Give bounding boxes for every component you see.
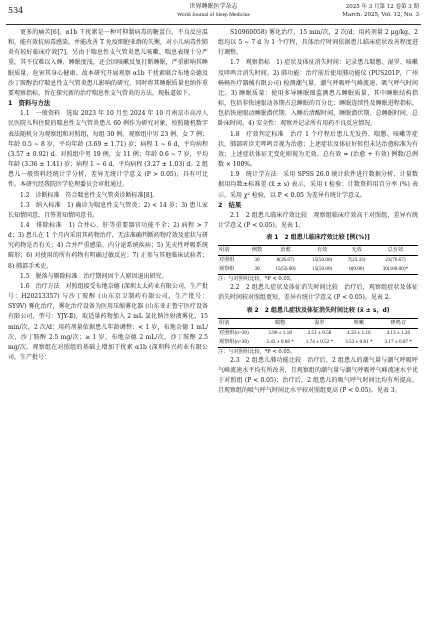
table-row: [218, 256, 418, 266]
paragraph: 1.7 观察指标 1) 症状及体征消失时间：记录患儿喘憋、湿罗、咳嗽及哮鸣音消失时间。2) 肺功能：治疗前后使用肺功能仪 (PUS201P，广州畅畅医疗器械有限公司) 检测潮气量、潮气呼吸呼气峰流速、吸气呼气时间比。3) 睡眠质量：使用多导睡眠图监测患儿睡眠质量，其中睡眠结构指标，包括非快速眼动各期占总睡眠的百分比；睡眠连续性及睡眠进程指标，包括快速眼动睡眠潜伏期、入睡后清醒时间、睡眠潜伏期、总睡眠时间、总卧床时间。4) 安全性：观察并记录所有用药不良反应情况。: [218, 59, 418, 128]
table-cell: 2.51 ± 0.58: [307, 329, 332, 336]
table-1-title: 表 1 2 组患儿临床疗效比较 [例(%)]: [266, 234, 370, 242]
right-column-top: [218, 28, 418, 231]
paragraph: 1.1 一般资料 选取 2023 年 10 月至 2024 年 10 月南京市高淳人民医院儿科住院的喘息性支气管炎患儿 60 例作为研究对象，按照随机数字表法随机分为观察组和对照组，每组 30 例。观察组中男 23 例，女 7 例；年龄 0.5 ~ 8 岁，平均年龄 (3.69 ± 1.71) 岁；病程 1 ~ 6 d，平均病程 (3.57 ± 0.92) d。对照组中男 19 例，女 11 例；年龄 0.6 ~ 7 岁，平均年龄 (3.36 ± 1.41) 岁；病程 1 ~ 6 d，平均病程 (3.27 ± 1.03) d。2 组患儿一般资料经统计学分析，差异无统计学意义 (P > 0.05)，具有可比性。本研究经我院医学伦理委员会审批通过。: [8, 110, 208, 189]
table-cell: 23(76.67): [385, 257, 406, 264]
table-2-body: [218, 328, 418, 347]
table-cell: 1.74 ± 0.52 *: [305, 338, 334, 345]
table-cell: 0(0.00): [349, 266, 365, 273]
table-2: [218, 306, 418, 356]
paragraph: 1.9 统计学方法 采用 SPSS 26.0 统计软件进行数据分析，计量数据用均数±标准差 (x̄ ± s) 表示，采用 t 检验；计数资料用百分率 (%) 表示，采用 χ² 检验，以 P < 0.05 为差异有统计学意义。: [218, 171, 418, 199]
table-1-note: 注：与对照组比较，*P < 0.05。: [218, 276, 296, 283]
table-cell: 30: [254, 266, 260, 273]
table-1-header-row: [218, 246, 418, 256]
table-cell: 4.13 ± 1.26: [386, 329, 411, 336]
right-column: [218, 28, 418, 396]
table-cell: 15(50.00): [275, 266, 296, 273]
table-cell: 15(50.00): [311, 266, 333, 273]
table-cell: 对照组(n=30): [219, 329, 249, 336]
table-cell: 观察组(n=30): [219, 338, 249, 345]
table-cell: 15(50.00): [311, 257, 333, 264]
table-cell: 30(100.00)*: [382, 266, 409, 273]
journal-title-en: World Journal of Sleep Medicine: [177, 12, 250, 18]
page-number: 534: [8, 6, 24, 15]
paragraph: 1.5 脱落与剔除标准 治疗期间因个人原因退出研究。: [20, 272, 168, 280]
journal-title-cn: 世界睡眠医学杂志: [189, 3, 238, 10]
table-cell: 对照组: [219, 257, 235, 264]
table-2-title: 表 2 2 组患儿症状及体征消失时间比较 (x̄ ± s，d): [246, 306, 390, 314]
paragraph: 更多的痛苦[6]。α1b 干扰素是一种可抑制病毒的糖蛋白，不良反应温和，能有效抗病毒感染，并能改善 T 免疫细胞亚群的失衡，对小儿病毒性肺炎有较好临床疗效[7]。另由于喘息性支气管炎患儿咳嗽、喘息表现十分严重，其不仅难以入睡、睡眠度浅，还会因咳嗽反复打断睡眠，严重影响其睡眠质量，危害其身心健康。故本研究开展观察 α1b 干扰素联合布地奈德及沙丁胺醇治疗喘息性支气管炎患儿影响的研究，同时将其睡眠质量也纳作重要观察指标，旨在探究新的治疗喘息性支气管炎的方法。现报道如下。: [8, 29, 208, 97]
table-row: [218, 328, 418, 338]
paragraph: 1.2 诊断标准 符合喘息性支气管炎诊断标准[8]。: [20, 191, 159, 199]
table-cell: 30: [254, 257, 260, 264]
page-header: [6, 2, 421, 25]
section-heading: 2 结果: [218, 201, 242, 209]
table-cell: 2.43 ± 0.68 *: [266, 338, 294, 345]
table-cell: 3.53 ± 0.81 *: [345, 338, 373, 345]
table-cell: 3.17 ± 0.87 *: [384, 338, 413, 345]
paragraph: 1.6 治疗方法 对照组接受布地奈德 (深圳太太药业有限公司，生产批号：H20213357) 与沙丁胺醇 (山东京卫制药有限公司，生产批号：SY9V) 雾化治疗，雾化治疗设备为医用压缩雾化器 (山东亚正鲁宁医疗设备有限公司，型号：YJY-Ⅱ)，取适量药物加入 2 mL 氯化钠注射液雾化，15 min/次，2 次/d；用药剂量依据患儿年龄调整：< 1 岁，布地奈德 1 mL/次，沙丁胺醇 2.5 mg/次；≥ 1 岁，布地奈德 2 mL/次，沙丁胺醇 2.5 mg/次。观察组在对照组的基础上增加干扰素 α1b (深圳科兴药业有限公司，生产批号：: [8, 282, 208, 361]
paragraph: 1.8 疗效判定标准 治疗 1 个疗程后患儿无发热、喘憋、咳嗽等症状，肺部听诊无哮鸣音视为治愈；上述症状及体征好转但未达治愈标准为有效；上述症状体征无变化则视为无效。总有效 = (治愈 + 有效) 例数/总例数 × 100%。: [218, 130, 418, 169]
paragraph: 2.1 2 组患儿临床疗效比较 观察组临床疗效高于对照组，差异有统计学意义 (P < 0.05)。见表 1。: [218, 211, 418, 229]
column-header: 有效: [316, 247, 328, 254]
table-cell: 7(23.33): [347, 257, 366, 264]
column-header: 总有效: [387, 247, 404, 254]
table-cell: 观察组: [219, 266, 235, 273]
column-header: 无效: [351, 247, 362, 254]
table-cell: 3.90 ± 1.18: [268, 329, 292, 336]
paragraph: 2.2 2 组患儿症状及体征消失时间比较 治疗后，观察组症状及体征消失时间较对照组更短，差异有统计学意义 (P < 0.05)。见表 2。: [218, 284, 418, 302]
left-column: [8, 28, 208, 363]
issue-info: [342, 3, 419, 19]
table-1-grid: [218, 245, 418, 275]
table-row: [218, 338, 418, 348]
column-header: 哮鸣音: [390, 319, 407, 326]
column-header: 喘憋: [274, 319, 286, 326]
paragraph: S10960058) 雾化治疗，15 min/次，2 次/d；用药剂量 2 μg/kg。2 组均以 5 ~ 7 d 为 1 个疗程，具体治疗时间依据患儿临床症状改善程度进行调整。: [218, 29, 418, 57]
table-2-note: 注：与对照组比较，*P < 0.05。: [218, 348, 296, 355]
column-header: 组别: [219, 247, 230, 254]
column-header: 例数: [251, 247, 263, 254]
table-1: [218, 233, 418, 283]
table-cell: 8(26.67): [276, 257, 295, 264]
paragraph: 1.3 纳入标准 1) 确诊为喘息性支气管炎；2) < 14 岁；3) 患儿家长知情同意，且签署知情同意书。: [8, 201, 208, 219]
column-header: 治愈: [280, 247, 291, 254]
column-header: 咳嗽: [353, 319, 365, 326]
section-heading: 1 资料与方法: [8, 100, 51, 108]
table-row: [218, 265, 418, 275]
column-header: 组别: [219, 319, 230, 326]
table-cell: 4.33 ± 1.16: [347, 329, 371, 336]
table-1-body: [218, 256, 418, 275]
right-column-mid: [218, 283, 418, 303]
table-2-grid: [218, 318, 418, 348]
table-2-header-row: [218, 318, 418, 328]
paragraph: 2.3 2 组患儿肺功能比较 治疗后，2 组患儿的潮气量与潮气呼吸呼气峰流速水平均有所改善，且观察组的潮气量与潮气呼吸呼气峰流速水平优于对照组 (P < 0.05)；治疗后，2 组患儿的吸气呼气时间比均有所提高，且观察组的吸气呼气时间比水平较对照组更高 (P < 0.05)。见表 3。: [218, 356, 418, 395]
issue-cn: 2025 年 3 月第 12 卷第 3 期: [345, 4, 419, 10]
right-column-bottom: [218, 356, 418, 397]
column-header: 湿罗: [314, 319, 325, 326]
paragraph: 1.4 排除标准 1) 合并心、肝等重要器官功能不全；2) 病程 > 7 d；3) 患儿在 1 个月内采用其药物治疗，无法准确判断药物疗效及症状与研究药物是否有关；4) 合并严重感染、内分泌系统疾病；5) 先天性呼吸系统畸形；6) 对使用的所有药物有明确过敏反应；7) 正参与其他临床试验者；8) 肺部手术史。: [8, 221, 208, 270]
issue-en: March. 2025, Vol. 12, No. 3: [342, 12, 419, 18]
